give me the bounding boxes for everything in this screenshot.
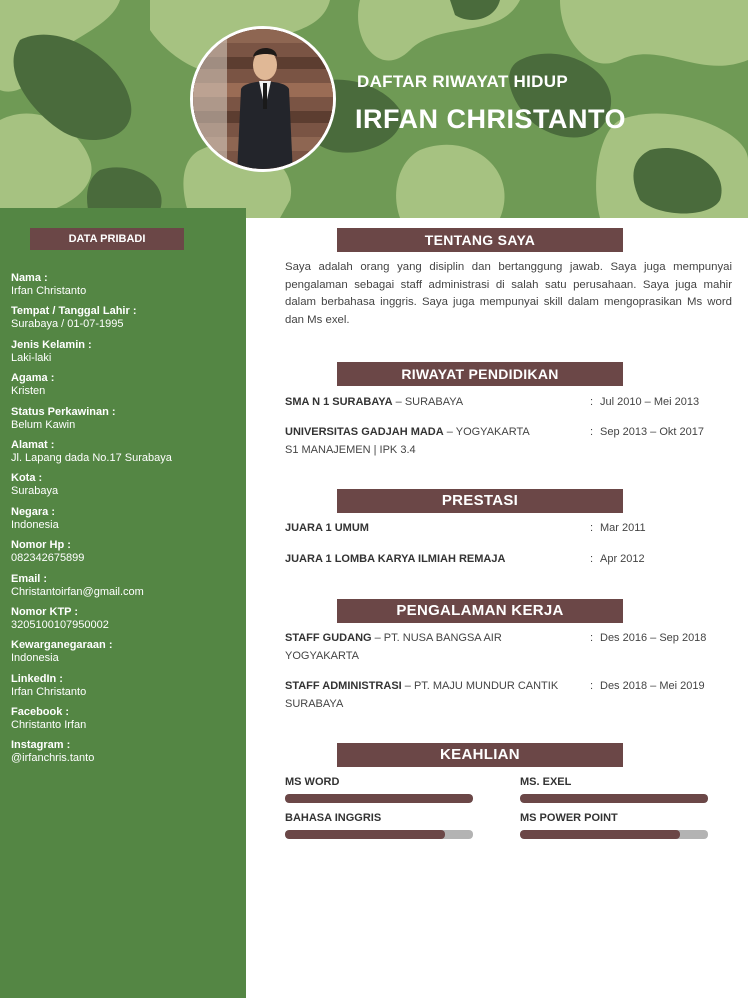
personal-label: Kota : [11,472,43,485]
skill-bar [520,794,708,803]
education-place: – YOGYAKARTA [443,426,530,438]
personal-value: Belum Kawin [11,418,76,431]
personal-item-ktp [11,606,241,639]
personal-item-linkedin [11,673,241,706]
skill-bar-fill [285,794,473,803]
personal-label: Tempat / Tanggal Lahir : [11,305,137,318]
skill-bar-fill [520,830,680,839]
section-title-skills: KEAHLIAN [337,743,623,767]
skill-name: MS. EXEL [520,776,572,788]
experience-city: YOGYAKARTA [285,650,359,662]
education-date: Jul 2010 – Mei 2013 [600,396,700,408]
skill-name: MS POWER POINT [520,812,618,824]
personal-item-city [11,472,241,505]
experience-date: Des 2018 – Mei 2019 [600,680,705,692]
skill-item [520,776,708,803]
achievement-name: JUARA 1 UMUM [285,522,369,534]
personal-item-name [11,272,241,305]
personal-value: Indonesia [11,518,59,531]
personal-value: Christanto Irfan [11,719,87,732]
section-title-about: TENTANG SAYA [337,228,623,252]
skill-bar-fill [285,830,445,839]
personal-value: Irfan Christanto [11,685,87,698]
header-banner [0,0,748,218]
about-text: Saya adalah orang yang disiplin dan bertanggung jawab. Saya juga mempunyai pengalaman sebagai staff administrasi di salah satu perusahaan. Saya juga mahir dalam berbahasa inggris. Saya juga mempunyai skill dalam mengoprasikan Ms word dan Ms exel. [285,261,732,326]
skill-item [285,776,473,803]
skill-bar-fill [520,794,708,803]
education-school: SMA N 1 SURABAYA [285,396,393,408]
personal-item-email [11,573,241,606]
achievement-row [285,522,735,534]
personal-value: Irfan Christanto [11,285,87,297]
personal-data-list [11,272,241,773]
personal-item-address [11,439,241,472]
resume-subtitle: DAFTAR RIWAYAT HIDUP [357,72,568,91]
achievement-date: Apr 2012 [600,553,645,565]
experience-row [285,632,735,662]
colon-separator: : [590,553,594,565]
experience-city: SURABAYA [285,698,344,710]
skill-bar [285,794,473,803]
personal-label: Jenis Kelamin : [11,338,92,351]
personal-label: Alamat : [11,438,55,451]
education-date: Sep 2013 – Okt 2017 [600,426,704,438]
resume-name: IRFAN CHRISTANTO [355,104,626,134]
personal-value: Indonesia [11,652,59,665]
colon-separator: : [590,680,594,692]
personal-value: 3205100107950002 [11,618,109,631]
colon-separator: : [590,396,594,408]
experience-role: STAFF ADMINISTRASI [285,680,402,692]
experience-role: STAFF GUDANG [285,632,372,644]
personal-item-birth [11,305,241,338]
skill-item [520,812,708,839]
personal-label: Agama : [11,372,55,385]
personal-label: Nomor Hp : [11,539,71,552]
personal-item-religion [11,372,241,405]
education-detail: S1 MANAJEMEN | IPK 3.4 [285,444,416,456]
personal-value: Jl. Lapang dada No.17 Surabaya [11,451,172,464]
education-school: UNIVERSITAS GADJAH MADA [285,426,444,438]
personal-label: Nomor KTP : [11,605,79,618]
skill-bar [285,830,473,839]
achievement-name: JUARA 1 LOMBA KARYA ILMIAH REMAJA [285,553,506,565]
experience-company: – PT. MAJU MUNDUR CANTIK [401,680,559,692]
colon-separator: : [590,522,594,534]
personal-item-nationality [11,639,241,672]
section-title-education: RIWAYAT PENDIDIKAN [337,362,623,386]
personal-value: @irfanchris.tanto [11,752,95,765]
personal-label: Email : [11,572,48,585]
personal-item-phone [11,539,241,572]
personal-item-facebook [11,706,241,739]
profile-photo-graphic [193,29,336,172]
personal-item-instagram [11,739,241,772]
experience-row [285,680,735,710]
personal-value: Christantoirfan@gmail.com [11,585,144,598]
achievement-date: Mar 2011 [600,522,646,534]
sidebar-title: DATA PRIBADI [30,228,184,250]
skill-item [285,812,473,839]
personal-item-country [11,506,241,539]
personal-label: Nama : [11,272,48,284]
colon-separator: : [590,426,594,438]
personal-label: LinkedIn : [11,672,63,685]
skill-name: BAHASA INGGRIS [285,812,382,824]
sidebar-personal-data [0,208,246,998]
education-row [285,396,735,408]
colon-separator: : [590,632,594,644]
personal-value: Kristen [11,385,46,398]
personal-value: Surabaya / 01-07-1995 [11,318,124,331]
personal-label: Negara : [11,505,56,518]
personal-value: 082342675899 [11,552,85,565]
experience-date: Des 2016 – Sep 2018 [600,632,707,644]
profile-photo [190,26,336,172]
skill-bar [520,830,708,839]
personal-value: Surabaya [11,485,59,498]
main-content [246,218,748,998]
personal-item-marital [11,406,241,439]
personal-label: Facebook : [11,706,70,719]
experience-company: – PT. NUSA BANGSA AIR [371,632,502,644]
education-row [285,426,735,456]
personal-label: Kewarganegaraan : [11,639,113,652]
achievement-row [285,553,735,565]
section-title-experience: PENGALAMAN KERJA [337,599,623,623]
personal-value: Laki-laki [11,351,52,364]
personal-label: Instagram : [11,739,71,752]
skill-name: MS WORD [285,776,340,788]
section-title-achievements: PRESTASI [337,489,623,513]
education-place: – SURABAYA [392,396,464,408]
personal-item-gender [11,339,241,372]
personal-label: Status Perkawinan : [11,405,116,418]
